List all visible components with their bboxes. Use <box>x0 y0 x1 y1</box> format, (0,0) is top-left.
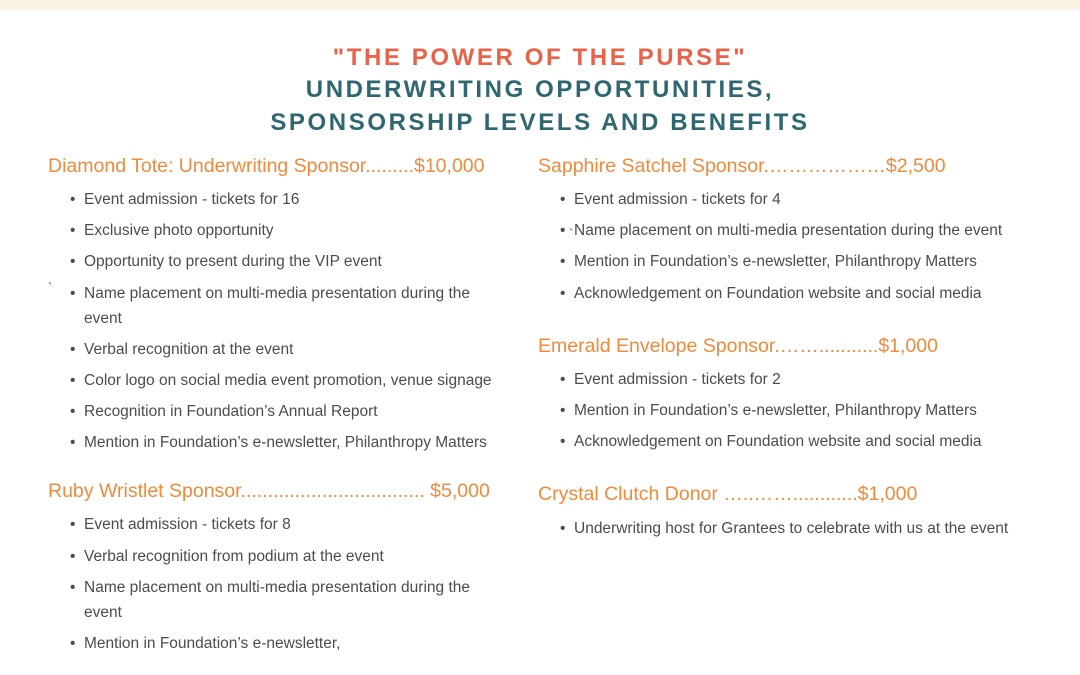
benefit-text: Exclusive photo opportunity <box>84 222 274 240</box>
bullet-icon: • <box>70 578 76 596</box>
bullet-icon: • <box>560 433 566 451</box>
list-item <box>70 512 510 537</box>
bullet-icon: • <box>70 284 76 302</box>
list-item <box>70 187 510 212</box>
list-item <box>70 249 510 274</box>
list-item <box>70 544 510 569</box>
benefit-list <box>538 516 1040 541</box>
list-item <box>70 337 510 362</box>
right-column <box>520 152 1080 670</box>
benefit-text: Mention in Foundation’s e-newsletter, Philanthropy Matters <box>84 434 487 452</box>
list-item <box>70 399 510 424</box>
benefit-text: Underwriting host for Grantees to celebrate with us at the event <box>574 519 1009 537</box>
sponsor-level-ruby-wristlet <box>48 477 510 656</box>
bullet-icon: • <box>560 191 566 209</box>
stray-tick-mark-right: ` <box>569 226 574 241</box>
level-heading: Ruby Wristlet Sponsor.................................. $5,000 <box>48 480 490 503</box>
list-item <box>70 430 510 455</box>
level-heading: Crystal Clutch Donor …..……............$1,000 <box>538 483 918 506</box>
bullet-icon: • <box>70 434 76 452</box>
benefit-text: Mention in Foundation’s e-newsletter, Philanthropy Matters <box>574 253 977 271</box>
sponsor-level-sapphire-satchel <box>538 152 1040 306</box>
benefit-text: Acknowledgement on Foundation website and social media <box>574 284 982 302</box>
page-title <box>0 10 1080 139</box>
benefit-text: Mention in Foundation’s e-newsletter, <box>84 634 341 652</box>
bullet-icon: • <box>70 191 76 209</box>
bullet-icon: • <box>70 634 76 652</box>
list-item <box>560 218 1040 243</box>
top-decorative-band <box>0 0 1080 10</box>
bullet-icon: • <box>560 253 566 271</box>
list-item <box>70 575 510 625</box>
stray-tick-mark-left: ` <box>48 280 53 295</box>
benefit-text: Name placement on multi-media presentation during the event <box>574 222 1003 240</box>
benefit-text: Event admission - tickets for 8 <box>84 516 291 534</box>
list-item <box>560 281 1040 306</box>
list-item <box>70 631 510 656</box>
bullet-icon: • <box>560 402 566 420</box>
sponsor-level-crystal-clutch <box>538 480 1040 540</box>
level-heading: Sapphire Satchel Sponsor.………………$2,500 <box>538 155 946 177</box>
benefit-text: Mention in Foundation’s e-newsletter, Philanthropy Matters <box>574 402 977 420</box>
bullet-icon: • <box>70 371 76 389</box>
list-item <box>560 249 1040 274</box>
list-item <box>70 368 510 393</box>
list-item <box>560 367 1040 392</box>
benefit-text: Color logo on social media event promotion, venue signage <box>84 371 492 389</box>
sponsor-level-emerald-envelope <box>538 332 1040 455</box>
benefit-text: Recognition in Foundation’s Annual Report <box>84 403 378 421</box>
left-column <box>0 152 520 670</box>
benefit-text: Event admission - tickets for 16 <box>84 191 300 209</box>
bullet-icon: • <box>560 519 566 537</box>
benefit-text: Event admission - tickets for 2 <box>574 370 781 388</box>
benefit-list <box>48 512 510 656</box>
level-heading: Diamond Tote: Underwriting Sponsor.........$10,000 <box>48 155 485 177</box>
list-item <box>560 187 1040 212</box>
level-heading: Emerald Envelope Sponsor.……...........$1,000 <box>538 334 938 357</box>
bullet-icon: • <box>560 370 566 388</box>
benefit-list <box>538 367 1040 454</box>
bullet-icon: • <box>70 222 76 240</box>
benefit-text: Name placement on multi-media presentation during the event <box>84 578 470 621</box>
sponsorship-columns <box>0 152 1080 670</box>
list-item <box>560 516 1040 541</box>
list-item <box>560 398 1040 423</box>
bullet-icon: • <box>70 403 76 421</box>
benefit-list <box>538 187 1040 305</box>
benefit-text: Opportunity to present during the VIP event <box>84 253 382 271</box>
bullet-icon: • <box>70 340 76 358</box>
benefit-text: Verbal recognition at the event <box>84 340 294 358</box>
list-item <box>70 281 510 331</box>
title-line-1: "THE POWER OF THE PURSE" <box>332 44 748 71</box>
slide-canvas <box>0 10 1080 675</box>
benefit-list <box>48 187 510 455</box>
list-item <box>560 429 1040 454</box>
bullet-icon: • <box>70 547 76 565</box>
bullet-icon: • <box>560 284 566 302</box>
bullet-icon: • <box>70 516 76 534</box>
title-line-3: SPONSORSHIP LEVELS AND BENEFITS <box>270 108 810 136</box>
benefit-text: Acknowledgement on Foundation website and social media <box>574 433 982 451</box>
benefit-text: Name placement on multi-media presentation during the event <box>84 284 470 327</box>
benefit-text: Event admission - tickets for 4 <box>574 191 781 209</box>
title-line-2: UNDERWRITING OPPORTUNITIES, <box>305 76 775 104</box>
benefit-text: Verbal recognition from podium at the event <box>84 547 384 565</box>
sponsor-level-diamond-tote <box>48 152 510 455</box>
list-item <box>70 218 510 243</box>
bullet-icon: • <box>70 253 76 271</box>
bullet-icon: • <box>560 222 566 240</box>
